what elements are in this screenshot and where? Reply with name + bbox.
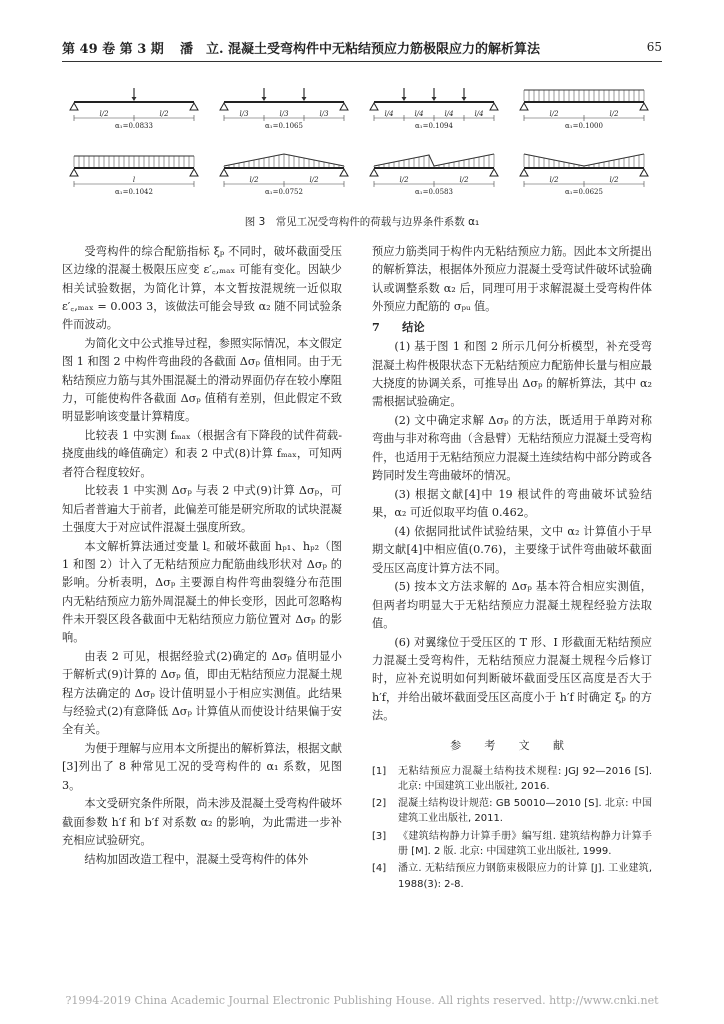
article-title: 潘 立. 混凝土受弯构件中无粘结预应力筋极限应力的解析算法 [180, 42, 541, 57]
alpha-coefficient: α₁=0.0583 [415, 188, 453, 196]
conclusion-item: (3) 根据文献[4]中 19 根试件的弯曲破坏试验结果，α₂ 可近似取平均值 0.462。 [372, 487, 652, 520]
paragraph: 受弯构件的综合配筋指标 ξₚ 不同时，破坏截面受压区边缘的混凝土极限压应变 ε′꜀,ₘₐₓ 可能有变化。因缺少相关试验数据，为简化计算，本文暂按混规统一近似取 ε′꜀,ₘₐₓ = 0.003 3，该做法可能会导致 α₂ 随不同试验条件而波动。 [62, 245, 342, 332]
copyright-footer: ?1994-2019 China Academic Journal Electronic Publishing House. All rights reserved. http://www.cnki.net [65, 994, 659, 1007]
support-symbol [70, 169, 78, 176]
reference-tag: [4] [372, 863, 387, 875]
load-outline [374, 154, 494, 166]
references-heading: 参 考 文 献 [450, 739, 574, 753]
beam-diagram [520, 154, 648, 196]
support-symbol [490, 169, 498, 176]
reference-text: 混凝土结构设计规范: GB 50010—2010 [S]. 北京: 中国建筑工业出版社, 2011. [398, 798, 652, 825]
header-rule [62, 61, 662, 62]
span-label: l/3 [239, 110, 249, 118]
support-symbol [70, 103, 78, 110]
alpha-coefficient: α₁=0.0833 [115, 122, 153, 130]
beam-diagram [370, 88, 498, 130]
span-label: l/3 [319, 110, 329, 118]
arrow-head [462, 97, 467, 101]
arrow-head [432, 97, 437, 101]
arrow-head [302, 97, 307, 101]
conclusion-item: (1) 基于图 1 和图 2 所示几何分析模型，补充受弯混凝土构件极限状态下无粘结预应力配筋伸长量与相应最大挠度的协调关系，可推导出 Δσₚ 的解析算法，其中 α₂ 需根据试验确定。 [372, 340, 652, 409]
support-symbol [640, 169, 648, 176]
support-symbol [370, 103, 378, 110]
reference-text: 无粘结预应力混凝土结构技术规程: JGJ 92—2016 [S]. 北京: 中国建筑工业出版社, 2016. [398, 765, 652, 792]
support-symbol [190, 169, 198, 176]
section-heading: 7 结论 [372, 320, 425, 335]
span-label: l/2 [549, 176, 559, 184]
reference-text: 《建筑结构静力计算手册》编写组. 建筑结构静力计算手册 [M]. 2 版. 北京: 中国建筑工业出版社, 1999. [398, 830, 652, 857]
reference-item [372, 861, 652, 892]
beam-diagram [70, 88, 198, 130]
span-label: l/4 [384, 110, 394, 118]
figure-caption: 图 3 常见工况受弯构件的荷载与边界条件系数 α₁ [244, 216, 480, 228]
reference-list [372, 764, 652, 892]
beam-diagram [370, 154, 498, 196]
span-label: l/3 [279, 110, 289, 118]
paragraph: 为便于理解与应用本文所提出的解析算法，根据文献[3]列出了 8 种常见工况的受弯构件的 α₁ 系数，见图 3。 [62, 742, 342, 792]
paragraph: 结构加固改造工程中，混凝土受弯构件的体外 [84, 852, 309, 866]
span-label: l/2 [309, 176, 319, 184]
reference-tag: [1] [372, 765, 387, 777]
support-symbol [520, 169, 528, 176]
alpha-coefficient: α₁=0.1042 [115, 188, 153, 196]
span-label: l [132, 176, 136, 184]
beam-diagram [220, 88, 348, 130]
beam-diagram [70, 156, 198, 196]
conclusion-item: (2) 文中确定求解 Δσₚ 的方法，既适用于单跨对称弯曲与非对称弯曲（含悬臂）无粘结预应力混凝土受弯构件，也适用于无粘结预应力混凝土连续结构中部分跨或各跨同时发生弯曲破坏的情况。 [372, 414, 652, 483]
arrow-head [132, 97, 137, 101]
conclusion-item: (4) 依据同批试件试验结果，文中 α₂ 计算值小于早期文献[4]中相应值(0.76)，主要缘于试件弯曲破坏截面受压区高度计算方法不同。 [372, 524, 652, 575]
span-label: l/2 [609, 176, 619, 184]
paragraph: 预应力筋类同于构件内无粘结预应力筋。因此本文所提出的解析算法，根据体外预应力混凝土受弯试件破坏试验确认或调整系数 α₂ 后，同理可用于求解混凝土受弯构件体外预应力配筋的 σₚᵤ 值。 [372, 245, 652, 313]
alpha-coefficient: α₁=0.0752 [265, 188, 303, 196]
alpha-coefficient: α₁=0.1065 [265, 122, 303, 130]
conclusion-item: (6) 对翼缘位于受压区的 T 形、I 形截面无粘结预应力混凝土受弯构件，无粘结预应力混凝土规程今后修订时，应补充说明如何判断破坏截面受压区高度是否大于 h′f，并给出破坏截面受压区高度小于 h′f 时确定 ξₚ 的方法。 [372, 635, 652, 722]
page-number: 65 [646, 40, 662, 54]
span-label: l/2 [549, 110, 559, 118]
reference-item [372, 764, 652, 795]
support-symbol [340, 169, 348, 176]
arrow-head [262, 97, 267, 101]
arrow-head [402, 97, 407, 101]
alpha-coefficient: α₁=0.0625 [565, 188, 603, 196]
conclusion-item: (5) 按本文方法求解的 Δσₚ 基本符合相应实测值，但两者均明显大于无粘结预应力混凝土规程经验方法取值。 [372, 580, 652, 630]
support-symbol [220, 169, 228, 176]
journal-volume: 第 49 卷 第 3 期 [62, 42, 164, 57]
support-symbol [190, 103, 198, 110]
figure-3-diagrams [62, 80, 662, 230]
beam-diagram [220, 154, 348, 196]
span-label: l/4 [474, 110, 484, 118]
support-symbol [220, 103, 228, 110]
paragraph: 比较表 1 中实测 Δσₚ 与表 2 中式(9)计算 Δσₚ，可知后者普遍大于前者，此偏差可能是研究所取的试块混凝土强度大于对应试件混凝土强度所致。 [62, 484, 342, 534]
reference-item [372, 829, 652, 860]
span-label: l/4 [444, 110, 454, 118]
span-label: l/2 [609, 110, 619, 118]
alpha-coefficient: α₁=0.1094 [415, 122, 453, 130]
span-label: l/2 [99, 110, 109, 118]
load-outline [524, 154, 644, 166]
support-symbol [340, 103, 348, 110]
beam-diagram [520, 90, 648, 130]
reference-tag: [3] [372, 830, 387, 842]
span-label: l/2 [159, 110, 169, 118]
support-symbol [520, 103, 528, 110]
span-label: l/4 [414, 110, 424, 118]
right-column [372, 243, 652, 894]
left-column [62, 243, 342, 870]
paragraph: 由表 2 可见，根据经验式(2)确定的 Δσₚ 值明显小于解析式(9)计算的 Δσₚ 值，即由无粘结预应力混凝土规程方法确定的 Δσₚ 设计值明显小于相应实测值。此结果与经验式(2)有意降低 Δσₚ 计算值从而使设计结果偏于安全有关。 [62, 650, 342, 737]
paragraph: 本文解析算法通过变量 l꜀ 和破坏截面 hₚ₁、hₚ₂（图 1 和图 2）计入了无粘结预应力配筋曲线形状对 Δσₚ 的影响。分析表明，Δσₚ 主要源自构件弯曲裂缝分布范围内无粘结预应力筋外周混凝土的伸长变形，因此可忽略构件未开裂区段各截面中无粘结预应力筋位置对 Δσₚ 的影响。 [62, 539, 342, 645]
alpha-coefficient: α₁=0.1000 [565, 122, 603, 130]
span-label: l/2 [399, 176, 409, 184]
paragraph: 比较表 1 中实测 fₘₐₓ（根据含有下降段的试件荷载-挠度曲线的峰值确定）和表 2 中式(8)计算 fₘₐₓ，可知两者符合程度较好。 [62, 428, 342, 479]
paragraph: 本文受研究条件所限，尚未涉及混凝土受弯构件破坏截面参数 h′f 和 b′f 对系数 α₂ 的影响，为此需进一步补充相应试验研究。 [62, 797, 342, 847]
support-symbol [640, 103, 648, 110]
span-label: l/2 [249, 176, 259, 184]
support-symbol [490, 103, 498, 110]
running-header [62, 38, 662, 60]
reference-item [372, 796, 652, 827]
span-label: l/2 [459, 176, 469, 184]
paragraph: 为简化文中公式推导过程，参照实际情况，本文假定图 1 和图 2 中构件弯曲段的各截面 Δσₚ 值相同。由于无粘结预应力筋与其外围混凝土的滑动界面仍存在较小摩阻力，可能使构件各截面 Δσₚ 值稍有差别，但此假定不致明显影响该变量计算精度。 [62, 336, 342, 424]
reference-tag: [2] [372, 798, 387, 810]
reference-text: 潘立. 无粘结预应力钢筋束极限应力的计算 [J]. 工业建筑, 1988(3): 2-8. [398, 863, 652, 890]
support-symbol [370, 169, 378, 176]
